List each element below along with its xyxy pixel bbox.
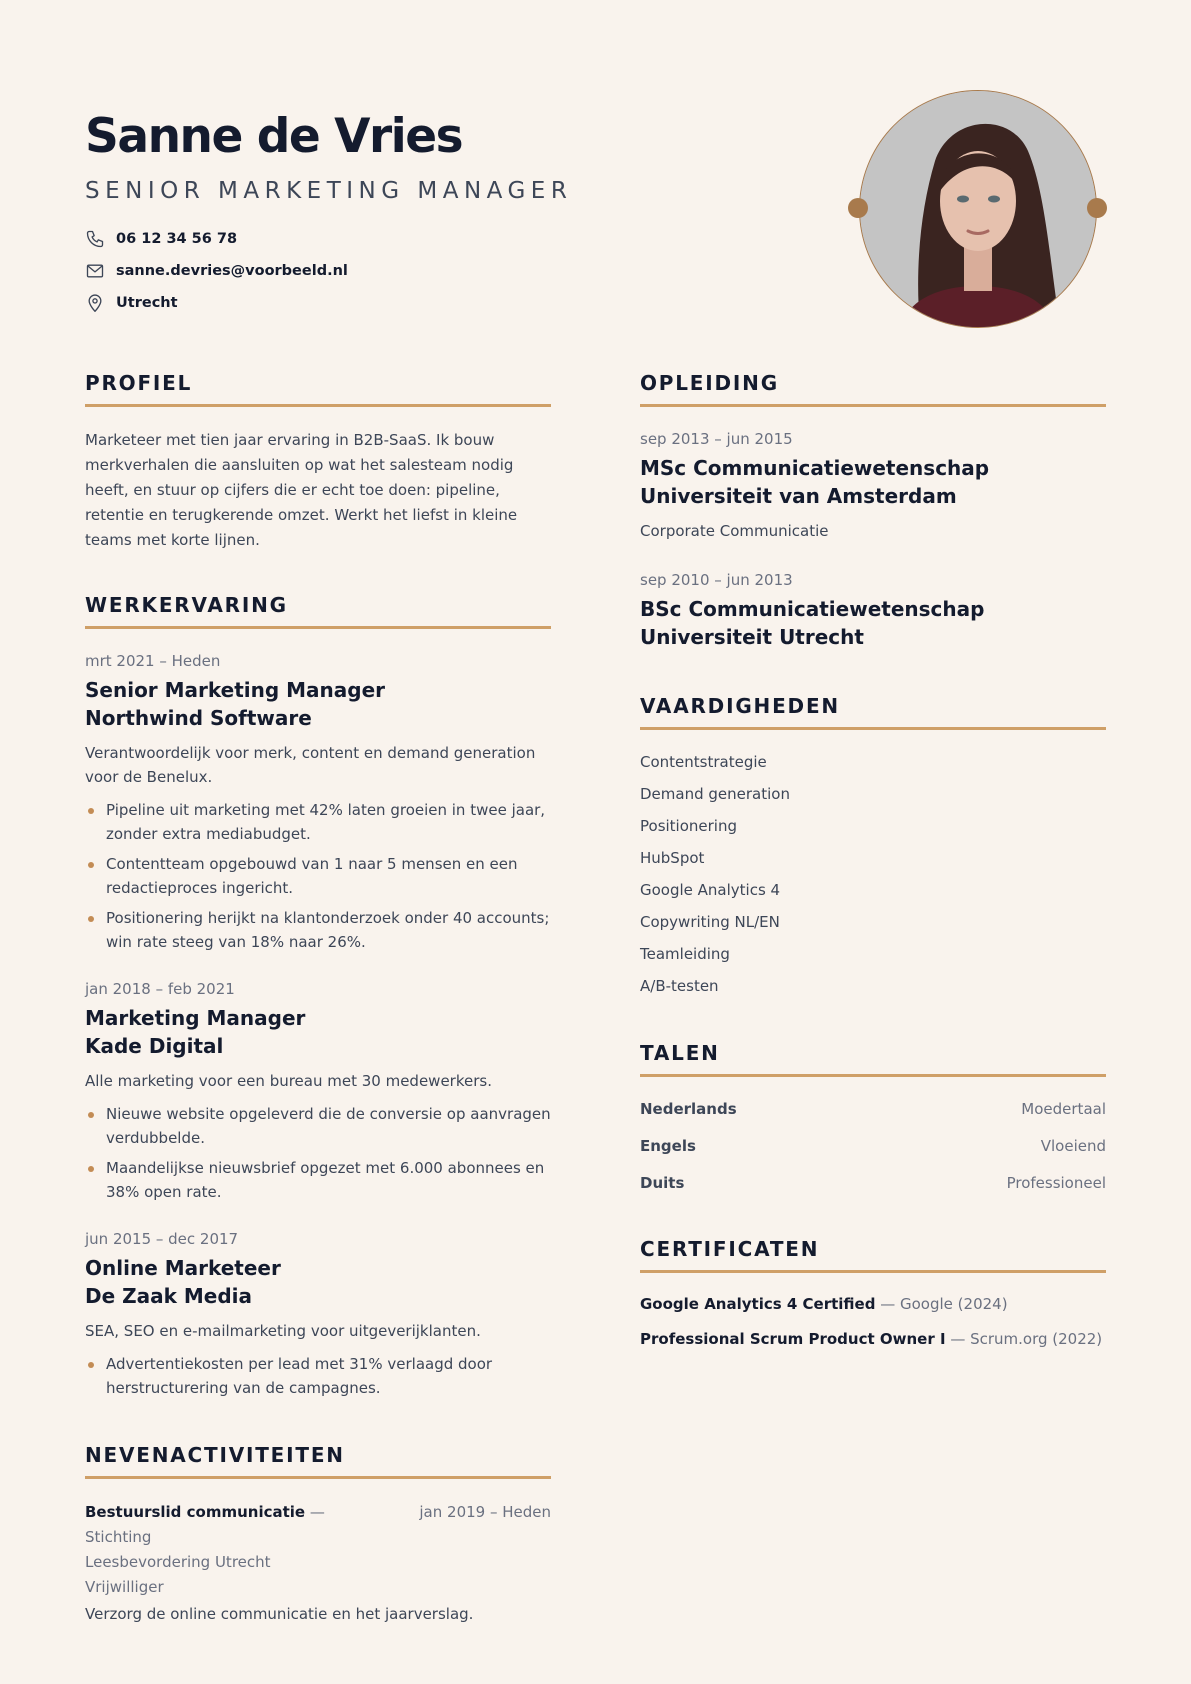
skill-item: Copywriting NL/EN	[640, 913, 780, 931]
job-company: Northwind Software	[85, 706, 312, 730]
list-item: Positionering herijkt na klantonderzoek onder 40 accounts; win rate steeg van 18% naar 26%.	[85, 906, 551, 954]
education-entry	[640, 569, 1106, 651]
skill-item: Demand generation	[640, 785, 790, 803]
contact-location-text: Utrecht	[116, 295, 178, 311]
job-title: Senior Marketing Manager	[85, 678, 386, 702]
photo-ornament-right	[1087, 198, 1107, 218]
job-date: mrt 2021 – Heden	[85, 652, 221, 670]
education-school: Universiteit van Amsterdam	[640, 484, 957, 508]
list-item: Contentteam opgebouwd van 1 naar 5 mensen en een redactieproces ingericht.	[85, 852, 551, 900]
phone-icon	[85, 229, 105, 249]
contact-location	[85, 287, 685, 319]
section-title-profile: PROFIEL	[85, 371, 193, 395]
side-activity-org-cont: Leesbevordering Utrecht	[85, 1553, 271, 1571]
resume-page	[85, 0, 1106, 1684]
languages-section	[640, 1040, 1106, 1236]
section-divider	[85, 404, 551, 407]
profile-photo-frame	[859, 90, 1099, 330]
side-activity-type: Vrijwilliger	[85, 1578, 164, 1596]
certificate-item	[640, 1287, 1106, 1322]
education-degree: MSc Communicatiewetenschap	[640, 456, 990, 480]
section-divider	[85, 1476, 551, 1479]
section-divider	[85, 626, 551, 629]
job-company: De Zaak Media	[85, 1284, 253, 1308]
skill-item: Google Analytics 4	[640, 881, 781, 899]
skill-item: Positionering	[640, 817, 737, 835]
side-activity-org: — Stichting	[85, 1503, 325, 1546]
skills-section	[640, 693, 1106, 1040]
section-title-experience: WERKERVARING	[85, 593, 288, 617]
education-note: Corporate Communicatie	[640, 522, 829, 540]
job-date: jan 2018 – feb 2021	[85, 980, 235, 998]
job-date: jun 2015 – dec 2017	[85, 1230, 239, 1248]
list-item: Pipeline uit marketing met 42% laten groeien in twee jaar, zonder extra mediabudget.	[85, 798, 551, 846]
contact-phone	[85, 223, 685, 255]
section-divider	[640, 404, 1106, 407]
language-row	[640, 1091, 1106, 1128]
profile-photo	[859, 90, 1097, 328]
job-description: Alle marketing voor een bureau met 30 medewerkers.	[85, 1072, 492, 1090]
candidate-role: SENIOR MARKETING MANAGER	[85, 178, 573, 204]
certificate-name: Google Analytics 4 Certified	[640, 1295, 876, 1313]
section-title-certificates: CERTIFICATEN	[640, 1237, 820, 1261]
education-degree: BSc Communicatiewetenschap	[640, 597, 985, 621]
side-activity-entry	[85, 1500, 551, 1575]
section-divider	[640, 1074, 1106, 1077]
section-title-side-activities: NEVENACTIVITEITEN	[85, 1443, 345, 1467]
section-title-languages: TALEN	[640, 1041, 720, 1065]
mail-icon	[85, 261, 105, 281]
certificate-issuer: — Scrum.org (2022)	[945, 1330, 1103, 1348]
certificate-name: Professional Scrum Product Owner I	[640, 1330, 946, 1348]
language-level: Moedertaal	[1021, 1100, 1106, 1118]
education-school: Universiteit Utrecht	[640, 625, 864, 649]
photo-ornament-left	[848, 198, 868, 218]
language-name: Engels	[640, 1137, 696, 1155]
skill-item: HubSpot	[640, 849, 705, 867]
skill-item: Contentstrategie	[640, 753, 767, 771]
contact-email	[85, 255, 685, 287]
job-achievements	[85, 1352, 551, 1400]
section-title-education: OPLEIDING	[640, 371, 779, 395]
job-description: SEA, SEO en e-mailmarketing voor uitgeverijklanten.	[85, 1322, 481, 1340]
section-divider	[640, 1270, 1106, 1273]
skill-item: A/B-testen	[640, 977, 719, 995]
language-name: Duits	[640, 1174, 685, 1192]
side-activities-section	[85, 1442, 551, 1627]
left-column	[85, 370, 551, 1627]
language-level: Professioneel	[1006, 1174, 1106, 1192]
education-entry	[640, 428, 1106, 543]
location-icon	[85, 293, 105, 313]
language-row	[640, 1128, 1106, 1165]
job-entry	[85, 650, 551, 954]
section-title-skills: VAARDIGHEDEN	[640, 694, 840, 718]
list-item: Nieuwe website opgeleverd die de conversie op aanvragen verdubbelde.	[85, 1102, 551, 1150]
list-item: Maandelijkse nieuwsbrief opgezet met 6.000 abonnees en 38% open rate.	[85, 1156, 551, 1204]
certificates-section	[640, 1236, 1106, 1357]
certificate-item	[640, 1322, 1106, 1357]
side-activity-role: Bestuurslid communicatie	[85, 1503, 306, 1521]
profile-text: Marketeer met tien jaar ervaring in B2B-SaaS. Ik bouw merkverhalen die aansluiten op wat het salesteam nodig heeft, en stuur op cijfers die er echt toe doen: pipeline, retentie en terugkerende omzet. Werkt het liefst in kleine teams met korte lijnen.	[85, 431, 518, 549]
language-row	[640, 1165, 1106, 1202]
job-title: Marketing Manager	[85, 1006, 306, 1030]
skill-item: Teamleiding	[640, 945, 730, 963]
side-activity-date: jan 2019 – Heden	[419, 1503, 551, 1521]
side-activity-type-row	[85, 1575, 551, 1600]
job-achievements	[85, 1102, 551, 1204]
right-column	[640, 370, 1106, 1357]
language-name: Nederlands	[640, 1100, 737, 1118]
education-date: sep 2013 – jun 2015	[640, 430, 793, 448]
job-company: Kade Digital	[85, 1034, 224, 1058]
profile-section	[85, 370, 551, 592]
education-section	[640, 370, 1106, 693]
side-activity-description: Verzorg de online communicatie en het jaarverslag.	[85, 1605, 474, 1623]
resume-header	[85, 108, 685, 319]
job-entry	[85, 978, 551, 1204]
experience-section	[85, 592, 551, 1442]
contact-email-text[interactable]: sanne.devries@voorbeeld.nl	[116, 263, 348, 279]
list-item: Advertentiekosten per lead met 31% verlaagd door herstructurering van de campagnes.	[85, 1352, 551, 1400]
job-achievements	[85, 798, 551, 954]
contact-phone-text[interactable]: 06 12 34 56 78	[116, 231, 238, 247]
education-date: sep 2010 – jun 2013	[640, 571, 793, 589]
certificate-issuer: — Google (2024)	[875, 1295, 1008, 1313]
job-title: Online Marketeer	[85, 1256, 281, 1280]
job-entry	[85, 1228, 551, 1400]
job-description: Verantwoordelijk voor merk, content en demand generation voor de Benelux.	[85, 744, 536, 786]
language-level: Vloeiend	[1040, 1137, 1106, 1155]
candidate-name: Sanne de Vries	[85, 109, 463, 164]
contact-list	[85, 223, 685, 319]
section-divider	[640, 727, 1106, 730]
